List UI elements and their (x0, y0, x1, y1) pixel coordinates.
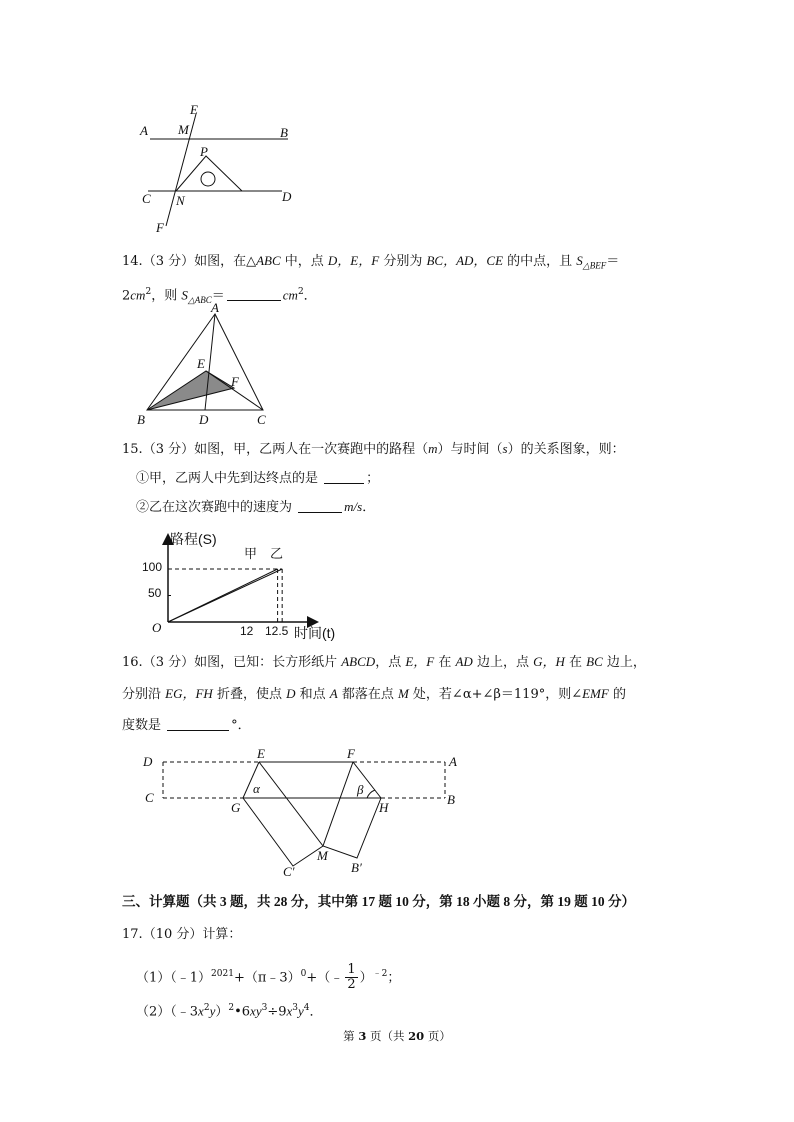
q14-points: D，E，F (327, 253, 380, 268)
q14-sq: 2 (145, 287, 152, 297)
q17-score: （10 分） (142, 927, 203, 942)
q16-a: A (329, 686, 338, 701)
q17-p1-exp: 0 (300, 969, 307, 979)
label-G: G (231, 800, 241, 815)
figure-16 (135, 748, 475, 878)
q16-d: D (286, 686, 296, 701)
q14-score: （3 分） (142, 254, 195, 269)
q15-sub-2 (136, 498, 375, 517)
q14-value: 2 (122, 288, 131, 304)
footer-total-pages: 20 (408, 1029, 425, 1043)
q16-answer-blank[interactable] (167, 716, 229, 731)
footer-text: 页（共 (366, 1029, 409, 1043)
q16-text: °． (231, 718, 251, 733)
q17-part-2 (136, 999, 323, 1021)
folded-flap-right (323, 762, 381, 858)
label-N: N (176, 193, 185, 208)
triangle-hole (201, 172, 215, 186)
ytick-100: 100 (142, 560, 163, 574)
q14-text: 分别为 (379, 254, 427, 269)
x-axis-label: 时间(t) (294, 625, 336, 641)
chart-15 (140, 522, 350, 644)
q16-text: 和点 (295, 687, 330, 702)
q16-text: 分别沿 (122, 687, 166, 702)
label-C: C (257, 412, 266, 427)
q14-text: 如图，在△ (194, 254, 257, 269)
label-P: P (200, 144, 208, 159)
xtick-12-5: 12.5 (265, 624, 289, 638)
label-C-prime: C′ (283, 864, 295, 878)
q15-sub2-blank[interactable] (298, 498, 342, 513)
label-F: F (231, 374, 239, 389)
q15-sub-1 (136, 469, 379, 488)
q16-text: 处，若∠α+∠β＝119°，则∠ (408, 687, 583, 702)
q16-gh: G，H (533, 654, 565, 669)
q16-text: 边上，点 (472, 655, 534, 670)
q17-part-1 (136, 958, 400, 994)
q16-number: 16. (122, 655, 143, 670)
q17-fraction-den: 2 (347, 977, 356, 993)
q17-p2-var: x (286, 1003, 293, 1019)
segment-ad (205, 314, 215, 410)
label-alpha: α (253, 781, 260, 796)
q15-sub2-mark: ② (136, 500, 150, 515)
q17-p2-text: ÷9 (267, 1004, 287, 1020)
q15-line-1 (122, 440, 625, 459)
q15-sub1-end: ； (366, 471, 380, 486)
q17-p2-exp: 2 (228, 1003, 235, 1013)
q17-p2-exp: 2 (203, 1003, 210, 1013)
q16-score: （3 分） (142, 655, 195, 670)
q16-eg-fh: EG，FH (165, 686, 213, 701)
label-B-prime: B′ (351, 860, 362, 875)
q16-text: 折叠，使点 (212, 687, 287, 702)
y-axis-label: 路程(S) (170, 531, 217, 547)
q15-number: 15. (122, 442, 143, 457)
q17-p2-var: y (209, 1003, 216, 1019)
q16-line-3 (122, 716, 251, 735)
q17-p2-var: x (198, 1003, 204, 1019)
q17-p2-exp: 4 (303, 1003, 310, 1013)
q14-period: ． (303, 288, 317, 304)
q14-s-bef: S (576, 253, 583, 268)
q17-fraction (345, 963, 357, 992)
label-F: F (156, 220, 164, 235)
label-A: A (449, 754, 457, 769)
q17-fraction-num: 1 (347, 962, 356, 978)
q16-m: M (397, 686, 409, 701)
q15-sub1-mark: ① (136, 471, 150, 486)
q17-p2-exp: 3 (261, 1003, 268, 1013)
label-M: M (178, 122, 189, 137)
q17-p2-var: y (298, 1003, 304, 1019)
q15-text: ）的关系图象，则： (507, 442, 625, 457)
label-B: B (137, 412, 145, 427)
q16-abcd: ABCD (341, 654, 376, 669)
q14-unit: cm (282, 287, 298, 303)
angle-beta-arc (367, 790, 375, 798)
q17-number: 17. (122, 927, 143, 942)
q16-line-1 (122, 653, 646, 672)
q17-p2-exp: 3 (292, 1003, 299, 1013)
q15-s: s (502, 441, 508, 456)
xtick-12: 12 (240, 624, 254, 638)
label-D: D (143, 754, 153, 769)
q14-abc: ABC (256, 253, 281, 268)
q17-p2-var: xy (250, 1003, 262, 1019)
figure-14 (135, 300, 275, 430)
q15-m: m (428, 441, 438, 456)
q16-text: 度数是 (122, 718, 166, 733)
q16-text: ，点 (375, 655, 406, 670)
q14-eq: ＝ (211, 288, 225, 304)
label-C: C (145, 790, 154, 805)
q14-eq: ＝ (606, 254, 620, 269)
q17-line-1 (122, 926, 241, 944)
label-E: E (257, 748, 265, 761)
q15-score: （3 分） (142, 442, 195, 457)
q14-s-abc: S (181, 287, 188, 303)
label-B: B (280, 125, 288, 140)
q14-text: ，则 (151, 288, 182, 304)
footer-text: 页） (424, 1029, 451, 1043)
q16-text: 如图，已知：长方形纸片 (194, 655, 342, 670)
q17-p2-text: •6 (234, 1004, 251, 1020)
page-footer (0, 1027, 794, 1045)
q15-text: ）与时间（ (437, 442, 503, 457)
q17-p1-text: ） (359, 970, 373, 986)
q14-number: 14. (122, 254, 143, 269)
q17-p1-text: ； (387, 970, 401, 986)
q16-text: 在 (564, 655, 587, 670)
footer-page-number: 3 (358, 1029, 367, 1043)
q14-sub-abc: △ABC (187, 294, 212, 305)
q17-p2-text: ． (309, 1004, 323, 1020)
section-3-title: 三、计算题（共 3 题，共 28 分，其中第 17 题 10 分，第 18 小题 8 分，第 19 题 10 分） (122, 894, 635, 909)
q16-text: 都落在点 (337, 687, 398, 702)
q15-sub1-blank[interactable] (324, 469, 364, 484)
figure-13 (130, 100, 310, 240)
q16-line-2 (122, 685, 626, 704)
q14-sq: 2 (297, 287, 304, 297)
series-label-jia: 甲 (244, 546, 258, 561)
series-label-yi: 乙 (270, 546, 284, 561)
q17-p2-text: （2）（﹣3 (136, 1004, 199, 1020)
series-line-1 (168, 569, 282, 622)
q15-sub2-unit: m/s (344, 499, 363, 514)
label-E: E (190, 102, 198, 117)
q17-text: 计算： (202, 927, 242, 942)
q14-text: 中，点 (280, 254, 328, 269)
label-E: E (197, 356, 205, 371)
q15-sub2-text: 乙在这次赛跑中的速度为 (149, 500, 297, 515)
q17-p2-text: ） (215, 1004, 229, 1020)
label-A: A (211, 300, 219, 315)
q17-p1-text: +（﹣ (306, 970, 344, 986)
q17-p1-exp: 2021 (211, 969, 234, 979)
q16-ef: E，F (405, 654, 435, 669)
folded-flap-left (243, 762, 323, 866)
q17-p1-text: +（π﹣3） (233, 970, 301, 986)
label-A: A (140, 123, 148, 138)
q16-text: 在 (434, 655, 456, 670)
q17-p1-text: （1）（﹣1） (136, 970, 212, 986)
triangle-bef-shaded (147, 371, 234, 410)
q14-text: 的中点，且 (503, 254, 577, 269)
q16-text: 的 (608, 687, 626, 702)
footer-text: 第 (343, 1029, 359, 1043)
ytick-50: 50 (148, 586, 162, 600)
label-B: B (447, 792, 455, 807)
q14-line-1 (122, 252, 619, 275)
q16-text: 边上， (602, 655, 646, 670)
label-M: M (317, 848, 328, 863)
label-H: H (379, 800, 389, 815)
q16-emf: EMF (582, 686, 609, 701)
label-D: D (282, 189, 292, 204)
q15-text: 如图，甲，乙两人在一次赛跑中的路程（ (194, 442, 429, 457)
q14-sub-bef: △BEF (582, 260, 607, 271)
q14-segs: BC，AD，CE (426, 253, 504, 268)
origin-label: O (152, 620, 162, 635)
label-D: D (199, 412, 209, 427)
q15-sub2-end: ． (362, 500, 376, 515)
q16-ad: AD (455, 654, 473, 669)
q15-sub1-text: 甲，乙两人中先到达终点的是 (149, 471, 323, 486)
label-C: C (142, 191, 151, 206)
q17-p1-exp: ﹣2 (372, 969, 388, 979)
q14-unit: cm (130, 287, 146, 303)
label-F: F (347, 748, 355, 761)
q16-bc: BC (586, 654, 603, 669)
label-beta: β (357, 782, 364, 797)
